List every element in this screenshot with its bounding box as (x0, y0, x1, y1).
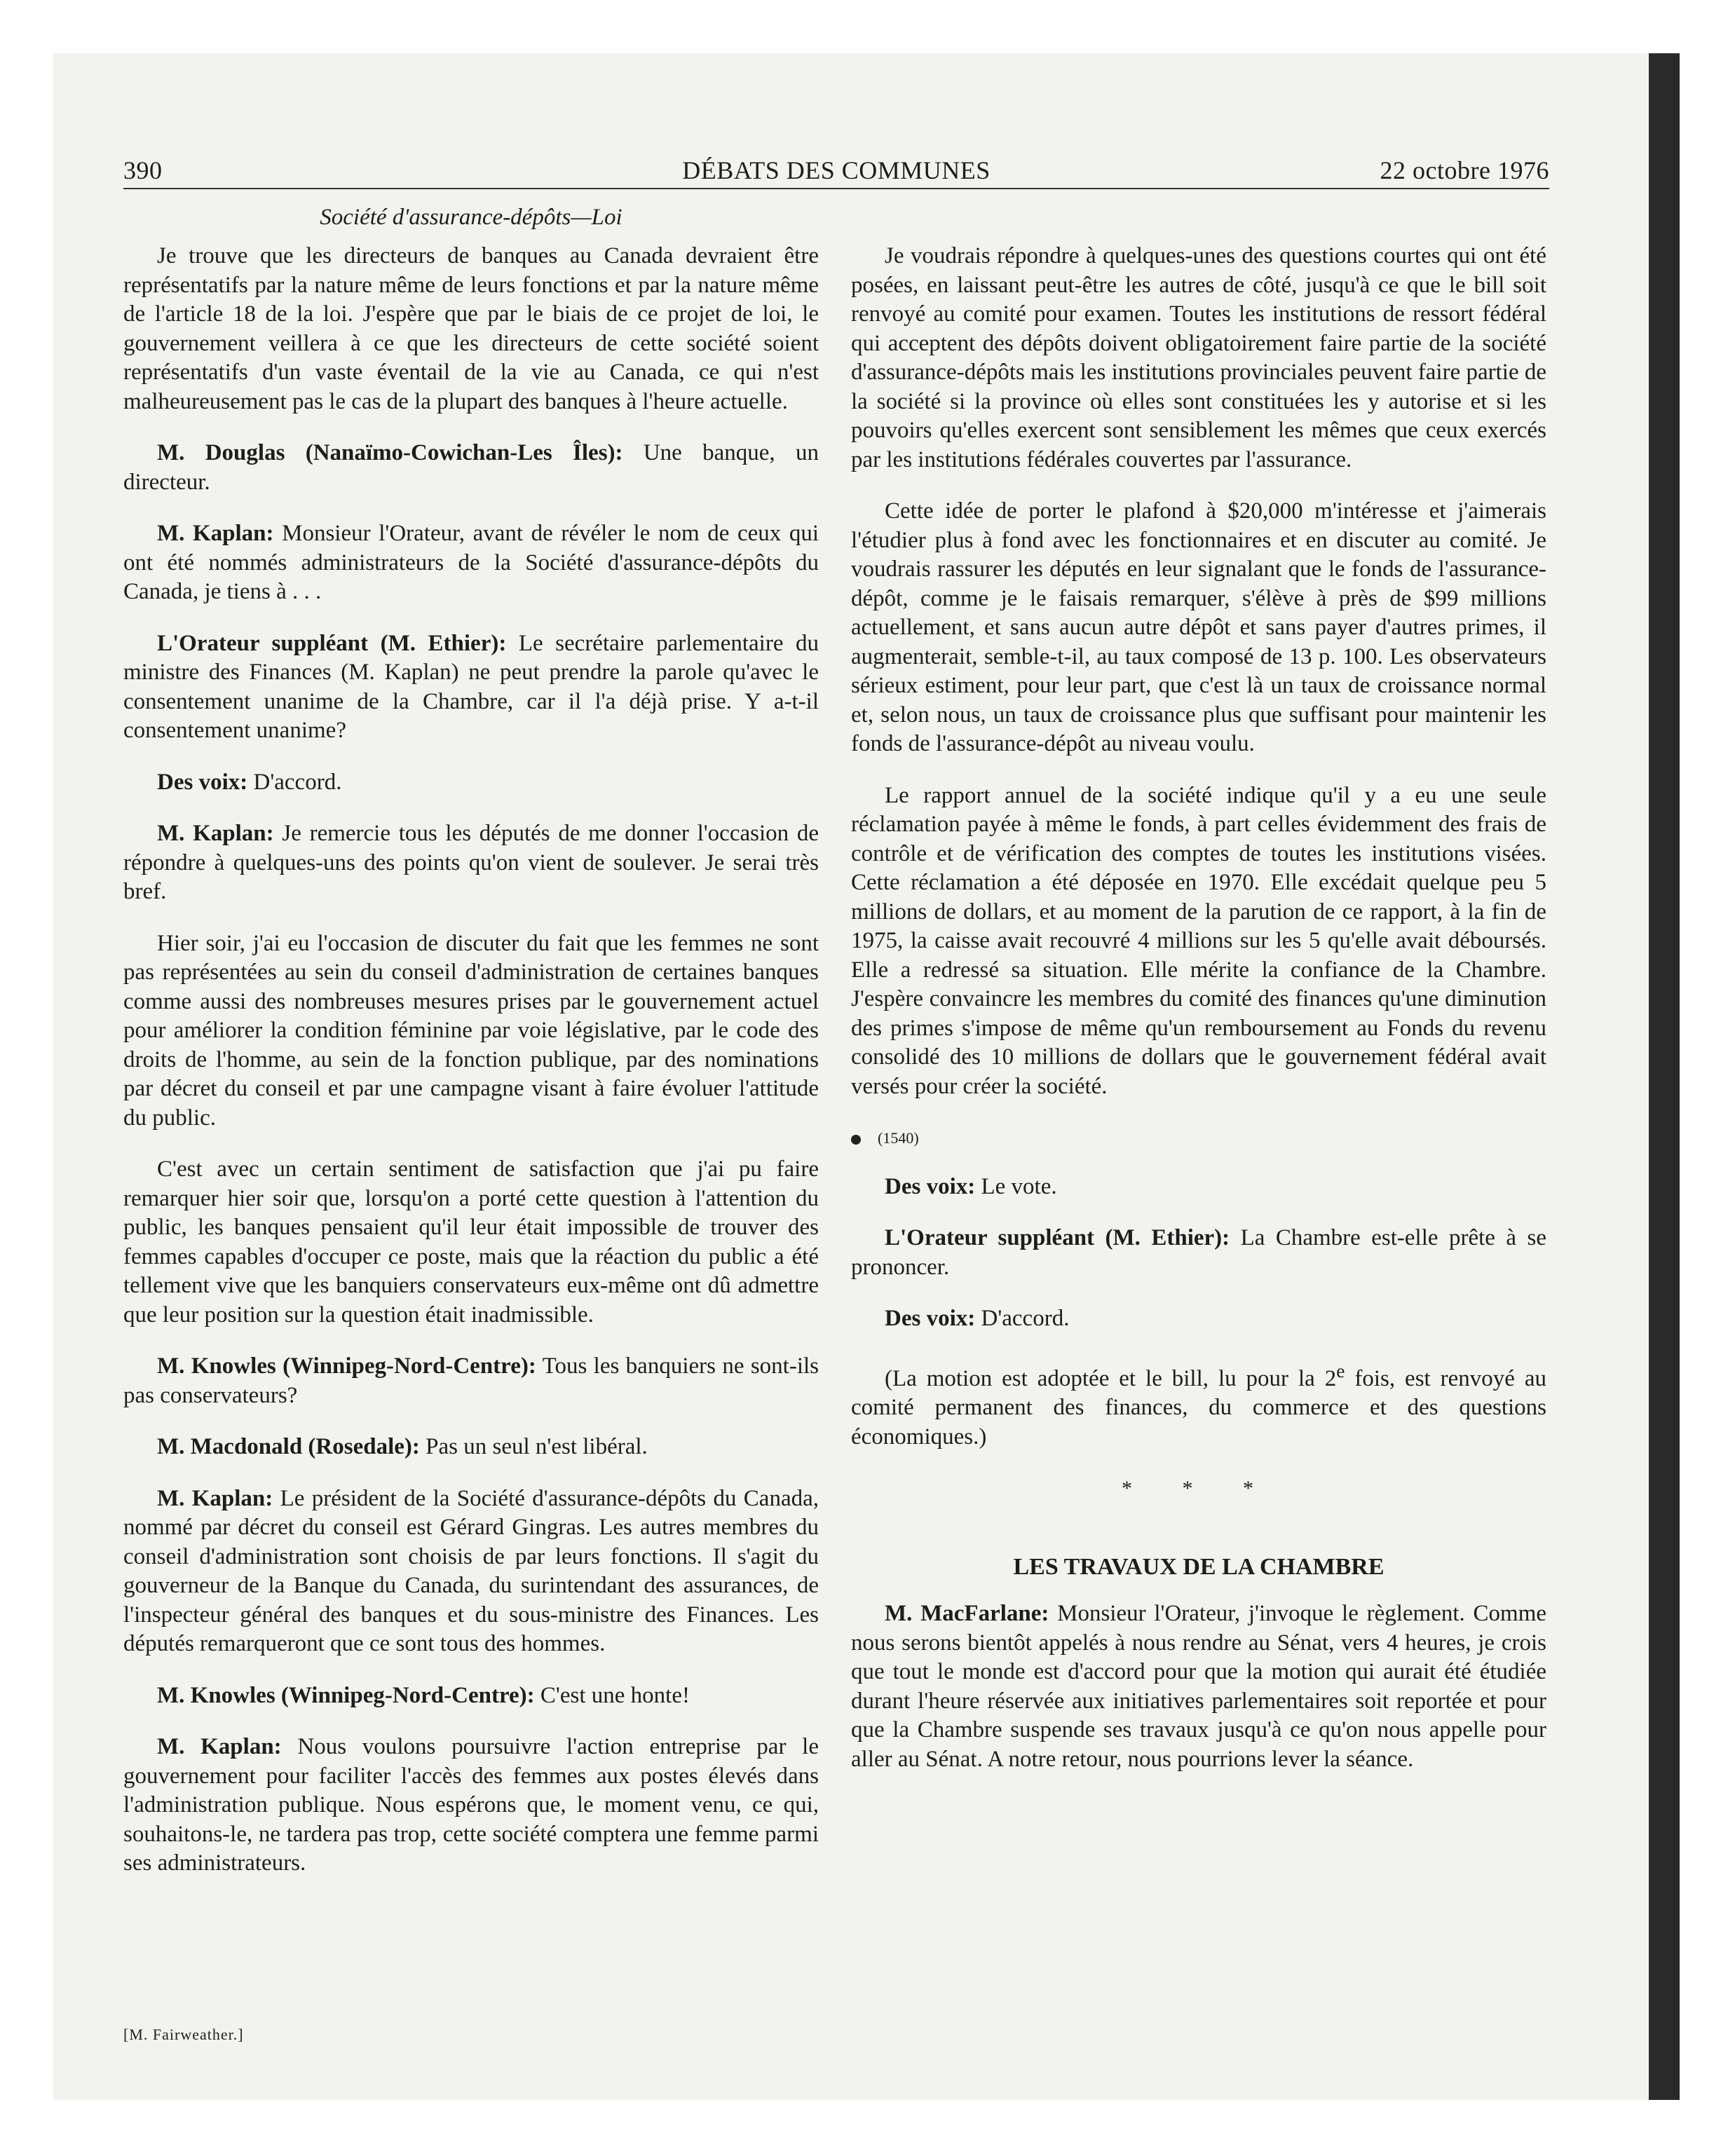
paragraph-text: Tous les banquiers ne sont-ils pas conservateurs? (123, 1353, 819, 1408)
speaker-name: L'Orateur suppléant (M. Ethier): (885, 1225, 1230, 1250)
speaker-name: Des voix: (885, 1306, 976, 1331)
speaker-name: M. Kaplan: (157, 821, 274, 846)
paragraph-text: C'est avec un certain sentiment de satisfaction que j'ai pu faire remarquer hier soir que, lorsqu'on a porté cette question à l'attention du public, les banques pensaient qu'il leur était impossible de trouver des femmes capables d'occuper ce poste, mais que la réaction du public a été tellement vive que les banquiers conservateurs eux-même ont dû admettre que leur position sur la question était inadmissible. (123, 1157, 819, 1328)
right-column (851, 242, 1546, 1796)
motion-paragraph (851, 1356, 1546, 1452)
speaker-name: M. Douglas (Nanaïmo-Cowichan-Les Îles): (157, 440, 623, 465)
paragraph-text: Le vote. (981, 1173, 1057, 1199)
paragraph (123, 1485, 819, 1659)
motion-text-end: fois, est renvoyé au comité permanent des finances, du commerce et des questions économiques.) (851, 1365, 1546, 1449)
bullet-icon (851, 1135, 861, 1145)
paragraph (123, 242, 819, 416)
page-date: 22 octobre 1976 (1380, 156, 1549, 184)
paragraph-text: Le rapport annuel de la société indique qu'il y a eu une seule réclamation payée à même le fonds, à part celles évidemment des frais de contrôle et de vérification des comptes de toutes les institutions visées. Cette réclamation a été déposée en 1970. Elle excédait quelque peu 5 millions de dollars, et au moment de la parution de ce rapport, à la fin de 1975, la caisse avait recouvré 4 millions sur les 5 qu'elle avait déboursés. Elle a redressé sa situation. Elle mérite la confiance de la Chambre. J'espère convaincre les membres du comité des finances qu'une diminution des primes s'impose de même qu'un remboursement au Fonds du revenu consolidé des 10 millions de dollars que le gouvernement fédéral avait versés pour créer la société. (851, 782, 1546, 1099)
paragraph-text: D'accord. (253, 769, 342, 795)
paragraph (851, 1173, 1546, 1202)
left-column (123, 242, 819, 1901)
paragraph (123, 1733, 819, 1878)
paragraph-text: Je voudrais répondre à quelques-unes des questions courtes qui ont été posées, en laissant peut-être les autres de côté, jusqu'à ce que le bill soit renvoyé au comité pour examen. Toutes les institutions de ressort fédéral qui acceptent des dépôts doivent obligatoirement faire partie de la société d'assurance-dépôts mais les institutions provinciales peuvent faire partie de la société si la province où elles sont constituées les y autorise et si les pouvoirs qu'elles exercent sont sensiblement les mêmes que ceux exercés par les institutions fédérales couvertes par l'assurance. (851, 243, 1546, 472)
paragraph (851, 242, 1546, 475)
paragraph (851, 497, 1546, 759)
section-separator: * * * (1122, 1477, 1276, 1500)
paragraph-text: Je trouve que les directeurs de banques au Canada devraient être représentatifs par la nature même de leurs fonctions et par la nature même de l'article 18 de la loi. J'espère que par le biais de ce projet de loi, le gouvernement veillera à ce que les directeurs de cette société soient représentatifs d'un vaste éventail de la vie au Canada, ce qui n'est malheureusement pas le cas de la plupart des banques à l'heure actuelle. (123, 243, 819, 414)
page-number: 390 (123, 156, 163, 184)
paragraph-text: La Chambre est-elle prête à se prononcer. (851, 1225, 1546, 1280)
paragraph-text: C'est une honte! (540, 1682, 690, 1708)
paragraph (123, 768, 819, 798)
paragraph (123, 1352, 819, 1410)
speaker-name: Des voix: (885, 1173, 976, 1199)
paragraph-text: Cette idée de porter le plafond à $20,000 m'intéresse et j'aimerais l'étudier plus à fond avec les fonctionnaires et en discuter au comité. Je voudrais rassurer les députés en leur signalant que le fonds de l'assurance-dépôt, comme je le faisais remarquer, s'élève à près de $99 millions actuellement, et sans aucun autre dépôt et sans payer d'autres primes, il augmenterait, semble-t-il, au taux composé de 13 p. 100. Les observateurs sérieux estiment, pour leur part, que c'est là un taux de croissance normal et, selon nous, un taux de croissance plus que suffisant pour maintenir les fonds de l'assurance-dépôt au niveau voulu. (851, 498, 1546, 756)
paragraph (123, 1155, 819, 1330)
running-head: Société d'assurance-dépôts—Loi (320, 205, 622, 230)
speaker-name: M. Knowles (Winnipeg-Nord-Centre): (157, 1353, 536, 1379)
paragraph-text: Une banque, un directeur. (123, 440, 819, 495)
paragraph (851, 1224, 1546, 1282)
publication-title: DÉBATS DES COMMUNES (682, 156, 991, 184)
time-marker-text: (1540) (878, 1129, 919, 1147)
speaker-name: M. MacFarlane: (885, 1601, 1049, 1626)
speaker-name: M. Macdonald (Rosedale): (157, 1434, 420, 1459)
paragraph (123, 629, 819, 746)
paragraph-text: Le président de la Société d'assurance-dépôts du Canada, nommé par décret du conseil est Gérard Gingras. Les autres membres du conseil d'administration sont choisis de par leurs fonctions. Il s'agit du gouverneur de la Banque du Canada, du surintendant des assurances, de l'inspecteur général des banques et du sous-ministre des Finances. Les députés remarqueront que ce sont tous des hommes. (123, 1485, 819, 1656)
paragraph-text: Hier soir, j'ai eu l'occasion de discuter du fait que les femmes ne sont pas représentées au sein du conseil d'administration de certaines banques comme aussi des nombreuses mesures prises par le gouvernement actuel pour améliorer la condition féminine par voie législative, par le code des droits de l'homme, au sein de la fonction publique, par des nominations par décret du conseil et par une campagne visant à faire évoluer l'attitude du public. (123, 930, 819, 1131)
time-marker (851, 1124, 1546, 1153)
paragraph-text: Je remercie tous les députés de me donner l'occasion de répondre à quelques-uns des points qu'on vient de soulever. Je serai très bref. (123, 821, 819, 904)
paragraph-text: Nous voulons poursuivre l'action entreprise par le gouvernement pour faciliter l'accès des femmes aux postes élevés dans l'administration publique. Nous espérons que, le moment venu, ce qui, souhaitons-le, ne tardera pas trop, cette société comptera une femme parmi ses administrateurs. (123, 1734, 819, 1876)
paragraph-text: Pas un seul n'est libéral. (426, 1434, 648, 1459)
page-header (123, 153, 1549, 189)
paragraph (123, 819, 819, 907)
motion-text-start: (La motion est adoptée et le bill, lu pour la 2 (885, 1365, 1337, 1391)
paragraph (851, 1599, 1546, 1774)
paragraph (123, 1433, 819, 1462)
paragraph-text: Le secrétaire parlementaire du ministre des Finances (M. Kaplan) ne peut prendre la parole qu'avec le consentement unanime de la Chambre, car il l'a déjà prise. Y a-t-il consentement unanime? (123, 630, 819, 743)
paragraph (851, 782, 1546, 1102)
speaker-name: M. Kaplan: (157, 1485, 273, 1511)
paragraph (851, 1304, 1546, 1334)
speaker-name: L'Orateur suppléant (M. Ethier): (157, 630, 507, 656)
scan-edge (1649, 53, 1680, 2100)
paragraph-text: Monsieur l'Orateur, j'invoque le règlement. Comme nous serons bientôt appelés à nous rendre au Sénat, vers 4 heures, je crois que tout le monde est d'accord pour que la motion qui aurait été étudiée durant l'heure réservée aux initiatives parlementaires soit reportée et pour que la Chambre suspende ses travaux jusqu'à ce qu'on nous appelle pour aller au Sénat. A notre retour, nous pourrions lever la séance. (851, 1601, 1547, 1772)
speaker-name: Des voix: (157, 769, 248, 795)
paragraph (123, 519, 819, 607)
footnote: [M. Fairweather.] (123, 2026, 244, 2043)
speaker-name: M. Knowles (Winnipeg-Nord-Centre): (157, 1682, 535, 1708)
speaker-name: M. Kaplan: (157, 521, 274, 546)
ordinal-superscript: e (1336, 1359, 1345, 1381)
section-title: LES TRAVAUX DE LA CHAMBRE (1013, 1553, 1384, 1580)
paragraph-text: Monsieur l'Orateur, avant de révéler le nom de ceux qui ont été nommés administrateurs de la Société d'assurance-dépôts du Canada, je tiens à . . . (123, 521, 819, 604)
paragraph-text: D'accord. (981, 1306, 1070, 1331)
paragraph (123, 1681, 819, 1711)
paragraph (123, 929, 819, 1133)
paragraph (123, 439, 819, 497)
speaker-name: M. Kaplan: (157, 1734, 282, 1759)
